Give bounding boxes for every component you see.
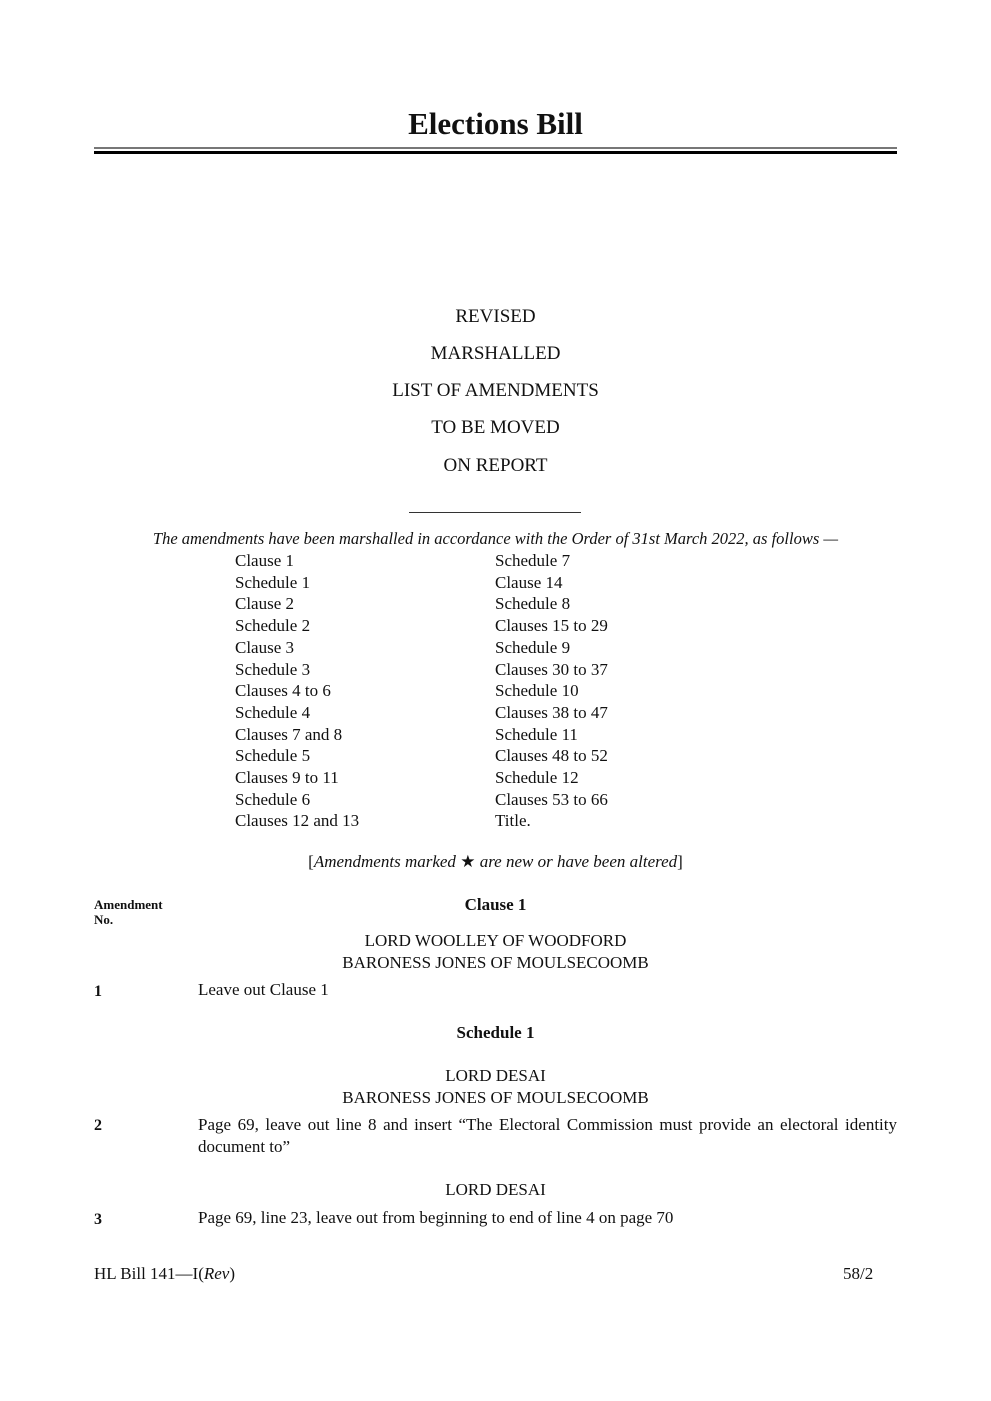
title-rule-thin xyxy=(94,147,897,149)
star-note-text: Amendments marked xyxy=(313,852,461,871)
star-icon: ★ xyxy=(460,852,476,871)
section-heading: Schedule 1 xyxy=(456,1023,535,1042)
member-name: LORD DESAI xyxy=(445,1180,546,1199)
label-line: Amendment xyxy=(94,897,163,912)
marshalling-intro: The amendments have been marshalled in accordance with the Order of 31st March 2022, as follows — xyxy=(152,529,839,548)
order-item: Clause 3 xyxy=(235,637,295,657)
bill-ref-text: HL Bill 141—I( xyxy=(94,1264,204,1283)
bracket: ] xyxy=(677,852,683,871)
document-title: Elections Bill xyxy=(408,106,583,141)
order-item: Schedule 10 xyxy=(495,681,579,701)
divider xyxy=(409,512,581,513)
amendment-number: 1 xyxy=(94,983,102,1000)
amendment-number: 2 xyxy=(94,1117,102,1134)
order-item: Schedule 8 xyxy=(495,594,571,614)
order-item: Schedule 6 xyxy=(235,789,311,809)
amendment-text: Page 69, line 23, leave out from beginning to end of line 4 on page 70 xyxy=(198,1208,674,1227)
page-number: 58/2 xyxy=(843,1264,874,1283)
order-list-right xyxy=(495,550,608,832)
order-item: Schedule 11 xyxy=(495,724,578,744)
order-item: Clauses 38 to 47 xyxy=(495,702,608,722)
member-name: BARONESS JONES OF MOULSECOOMB xyxy=(342,1088,649,1107)
order-item: Clauses 9 to 11 xyxy=(235,768,339,788)
order-item: Clause 2 xyxy=(235,594,295,614)
order-item: Schedule 2 xyxy=(235,616,311,636)
amendment-text: Page 69, leave out line 8 and insert “The Electoral Commission must provide an electoral identity document to” xyxy=(198,1115,897,1156)
order-item: Clause 1 xyxy=(235,551,295,570)
order-item: Schedule 1 xyxy=(235,572,311,592)
order-item: Clauses 15 to 29 xyxy=(495,616,608,636)
section-heading: Clause 1 xyxy=(464,895,527,914)
order-item: Clauses 12 and 13 xyxy=(235,811,360,831)
bill-reference xyxy=(94,1264,235,1284)
amendment-text: Leave out Clause 1 xyxy=(198,980,329,999)
member-name: LORD DESAI xyxy=(445,1066,546,1085)
amendment-number: 3 xyxy=(94,1211,102,1228)
bill-ref-close: ) xyxy=(229,1264,236,1283)
heading-line: MARSHALLED xyxy=(430,343,561,364)
order-item: Schedule 7 xyxy=(495,551,571,570)
order-item: Schedule 4 xyxy=(235,702,311,722)
order-item: Schedule 5 xyxy=(235,746,311,766)
order-item: Clauses 30 to 37 xyxy=(495,659,608,679)
order-item: Clauses 53 to 66 xyxy=(495,789,608,809)
heading-line: REVISED xyxy=(455,306,536,327)
member-name: BARONESS JONES OF MOULSECOOMB xyxy=(342,953,649,972)
label-line: No. xyxy=(94,912,114,927)
star-note xyxy=(0,852,991,872)
order-item: Clauses 4 to 6 xyxy=(235,681,331,701)
heading-line: TO BE MOVED xyxy=(431,417,560,438)
title-rule-thick xyxy=(94,151,897,154)
order-item: Clauses 48 to 52 xyxy=(495,746,608,766)
bracket: [ xyxy=(308,852,314,871)
order-item: Schedule 9 xyxy=(495,637,571,657)
order-item: Title. xyxy=(495,811,531,831)
order-list-left xyxy=(235,550,359,832)
member-name: LORD WOOLLEY OF WOODFORD xyxy=(364,931,627,950)
order-item: Clause 14 xyxy=(495,572,563,592)
order-item: Schedule 3 xyxy=(235,659,311,679)
heading-line: LIST OF AMENDMENTS xyxy=(392,380,599,401)
order-item: Schedule 12 xyxy=(495,768,579,788)
order-item: Clauses 7 and 8 xyxy=(235,724,343,744)
bill-ref-rev: Rev xyxy=(203,1264,230,1283)
heading-line: ON REPORT xyxy=(443,455,548,476)
star-note-text: are new or have been altered xyxy=(475,852,678,871)
